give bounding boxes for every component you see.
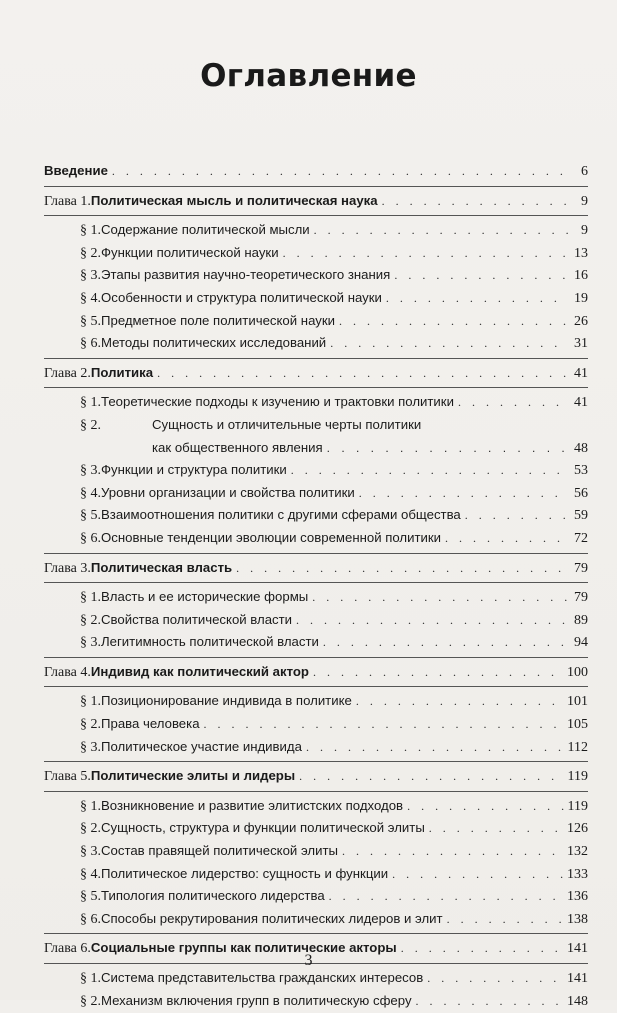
dot-leader [236, 557, 568, 580]
section-title: Взаимоотношения политики с другими сферами общества [101, 507, 461, 523]
section-number: § 3. [80, 635, 101, 651]
section-title: Особенности и структура политической науки [101, 289, 382, 305]
section-title: Политическое лидерство: сущность и функции [101, 865, 389, 881]
chapter-title: Индивид как политический актор [90, 663, 309, 679]
page-ref: 16 [574, 268, 588, 284]
page-ref: 26 [574, 313, 588, 329]
page-ref: 41 [574, 395, 588, 411]
dot-leader [339, 310, 568, 333]
section-title: Система представительства гражданских интересов [101, 970, 424, 985]
dot-leader [112, 160, 568, 183]
table-of-contents [44, 160, 588, 1012]
chapter-number: Глава 6. [44, 941, 91, 957]
section-title: Теоретические подходы к изучению и трактовки политики [101, 394, 454, 410]
page-ref: 31 [574, 336, 588, 352]
dot-leader [342, 840, 563, 863]
section-title-line2: как общественного явления [152, 439, 323, 455]
section-title: Свойства политической власти [101, 611, 293, 627]
dot-leader [299, 765, 563, 788]
dot-leader [314, 219, 568, 242]
dot-leader [359, 482, 568, 505]
page-ref: 9 [581, 223, 588, 239]
section-title: Уровни организации и свойства политики [101, 484, 355, 500]
section-number: § 1. [80, 971, 101, 986]
dot-leader [465, 504, 568, 527]
toc-chapter-entry [44, 557, 588, 580]
toc-section-entry [44, 264, 588, 287]
toc-chapter-entry [44, 362, 588, 385]
dot-leader [291, 459, 568, 482]
dot-leader [296, 609, 568, 632]
dot-leader [458, 391, 568, 414]
toc-section-entry [44, 690, 588, 713]
dot-leader [157, 362, 568, 385]
chapter-title: Политическая мысль и политическая наука [90, 192, 378, 208]
dot-leader [327, 437, 568, 460]
page-ref: 72 [574, 530, 588, 546]
section-title: Сущность и отличительные черты политики [152, 416, 422, 432]
page-ref: 100 [567, 664, 588, 680]
page-ref: 94 [574, 635, 588, 651]
dot-leader [204, 713, 563, 736]
section-number: § 5. [80, 313, 101, 329]
dot-leader [323, 631, 568, 654]
toc-section-entry [44, 990, 588, 1013]
toc-section-entry [44, 242, 588, 265]
page-ref: 9 [581, 193, 588, 209]
toc-section-entry [44, 631, 588, 654]
dot-leader [429, 817, 563, 840]
chapter-title: Политическая власть [90, 559, 233, 575]
section-title: Права человека [101, 716, 200, 732]
page-ref: 19 [574, 290, 588, 306]
section-number: § 5. [80, 889, 101, 905]
page-ref: 56 [574, 485, 588, 501]
toc-section-entry [44, 817, 588, 840]
section-title: Сущность, структура и функции политической элиты [101, 820, 425, 836]
section-number: § 3. [80, 463, 101, 479]
section-number: § 6. [80, 530, 101, 546]
chapter-number: Глава 1. [44, 193, 91, 209]
dot-leader [283, 242, 568, 265]
page-number: 3 [304, 952, 313, 969]
section-title: Функции и структура политики [101, 462, 287, 478]
section-number: § 1. [80, 798, 101, 814]
toc-section-entry [44, 482, 588, 505]
section-title: Власть и ее исторические формы [101, 589, 309, 605]
page-ref: 41 [574, 365, 588, 381]
dot-leader [306, 736, 564, 759]
chapter-number: Глава 4. [44, 664, 91, 680]
page-ref: 79 [574, 590, 588, 606]
section-number: § 3. [80, 268, 101, 284]
section-number: § 2. [80, 612, 101, 628]
section-title: Типология политического лидерства [101, 888, 325, 904]
divider [44, 582, 588, 583]
section-title: Основные тенденции эволюции современной политики [101, 529, 442, 545]
page-ref: 89 [574, 612, 588, 628]
section-title-continuation [44, 437, 588, 460]
section-number: § 1. [80, 395, 101, 411]
dot-leader [313, 661, 563, 684]
section-title: Позиционирование индивида в политике [101, 693, 352, 709]
page-ref: 148 [567, 993, 588, 1009]
chapter-number: Глава 3. [44, 560, 91, 576]
section-title: Политическое участие индивида [101, 738, 302, 754]
divider [44, 553, 588, 554]
toc-section-entry [44, 609, 588, 632]
dot-leader [392, 863, 563, 886]
section-title: Способы рекрутирования политических лидеров и элит [101, 910, 443, 926]
page-ref: 79 [574, 560, 588, 576]
toc-section-entry [44, 310, 588, 333]
section-number: § 1. [80, 223, 101, 239]
section-title: Этапы развития научно-теоретического знания [101, 267, 391, 283]
chapter-title: Политика [90, 364, 154, 380]
divider [44, 657, 588, 658]
page-ref: 136 [567, 889, 588, 905]
section-number: § 2. [80, 993, 101, 1009]
chapter-title: Политические элиты и лидеры [90, 768, 296, 784]
section-title: Состав правящей политической элиты [101, 843, 338, 859]
toc-section-entry [44, 736, 588, 759]
toc-section-entry [44, 504, 588, 527]
chapter-number: Глава 2. [44, 365, 91, 381]
page-title: Оглавление [200, 58, 417, 94]
section-number: § 2. [80, 717, 101, 733]
section-number: § 4. [80, 866, 101, 882]
dot-leader [394, 264, 568, 287]
page-ref: 141 [567, 941, 588, 957]
dot-leader [356, 690, 563, 713]
toc-chapter-entry [44, 765, 588, 788]
page-ref: 53 [574, 463, 588, 479]
section-title: Функции политической науки [101, 244, 279, 260]
section-number: § 1. [80, 590, 101, 606]
page-ref: 119 [567, 769, 588, 785]
section-number: § 2. [80, 245, 101, 261]
section-title: Методы политических исследований [101, 335, 327, 351]
dot-leader [329, 885, 563, 908]
toc-section-entry [44, 459, 588, 482]
toc-section-entry [44, 414, 588, 437]
chapter-number: Глава 5. [44, 769, 91, 785]
dot-leader [312, 586, 568, 609]
dot-leader [447, 908, 563, 931]
divider [44, 186, 588, 187]
toc-chapter-entry [44, 661, 588, 684]
toc-section-entry [44, 885, 588, 908]
dot-leader [330, 332, 568, 355]
toc-section-entry [44, 332, 588, 355]
section-number: § 2. [80, 417, 101, 433]
page-ref: 141 [567, 971, 588, 986]
section-title: Предметное поле политической науки [101, 312, 335, 328]
chapter-title: Социальные группы как политические акторы [90, 940, 397, 956]
divider [44, 215, 588, 216]
divider [44, 686, 588, 687]
toc-section-entry [44, 586, 588, 609]
toc-section-entry [44, 391, 588, 414]
page-ref: 6 [581, 164, 588, 179]
divider [44, 387, 588, 388]
toc-intro-entry [44, 160, 588, 183]
page-ref: 132 [567, 844, 588, 860]
page-ref: 59 [574, 508, 588, 524]
section-number: § 6. [80, 911, 101, 927]
intro-title: Введение [44, 163, 108, 178]
divider [44, 933, 588, 934]
page-ref: 126 [567, 821, 588, 837]
section-title: Механизм включения групп в политическую сферу [101, 992, 412, 1008]
toc-section-entry [44, 287, 588, 310]
dot-leader [382, 190, 568, 213]
section-number: § 1. [80, 694, 101, 710]
section-number: § 4. [80, 485, 101, 501]
toc-section-entry [44, 713, 588, 736]
page-ref: 119 [567, 798, 588, 814]
toc-chapter-entry [44, 190, 588, 213]
section-number: § 3. [80, 844, 101, 860]
page-ref: 112 [567, 739, 588, 755]
toc-section-entry [44, 219, 588, 242]
section-title: Легитимность политической власти [101, 634, 319, 650]
page-ref: 138 [567, 911, 588, 927]
toc-section-entry [44, 527, 588, 550]
section-number: § 4. [80, 290, 101, 306]
toc-section-entry [44, 967, 588, 990]
section-number: § 6. [80, 336, 101, 352]
toc-section-entry [44, 840, 588, 863]
dot-leader [407, 795, 563, 818]
section-number: § 2. [80, 821, 101, 837]
divider [44, 791, 588, 792]
section-number: § 3. [80, 739, 101, 755]
dot-leader [386, 287, 568, 310]
toc-section-entry [44, 795, 588, 818]
section-title: Возникновение и развитие элитистских подходов [101, 797, 404, 813]
divider [44, 761, 588, 762]
page-ref: 101 [567, 694, 588, 710]
section-number: § 5. [80, 508, 101, 524]
dot-leader [427, 967, 563, 990]
section-title: Содержание политической мысли [101, 222, 310, 238]
page-ref: 13 [574, 245, 588, 261]
toc-section-entry [44, 908, 588, 931]
page-ref: 133 [567, 866, 588, 882]
dot-leader [416, 990, 563, 1013]
divider [44, 358, 588, 359]
page-ref: 48 [574, 440, 588, 456]
dot-leader [445, 527, 568, 550]
toc-section-entry [44, 863, 588, 886]
page-ref: 105 [567, 717, 588, 733]
